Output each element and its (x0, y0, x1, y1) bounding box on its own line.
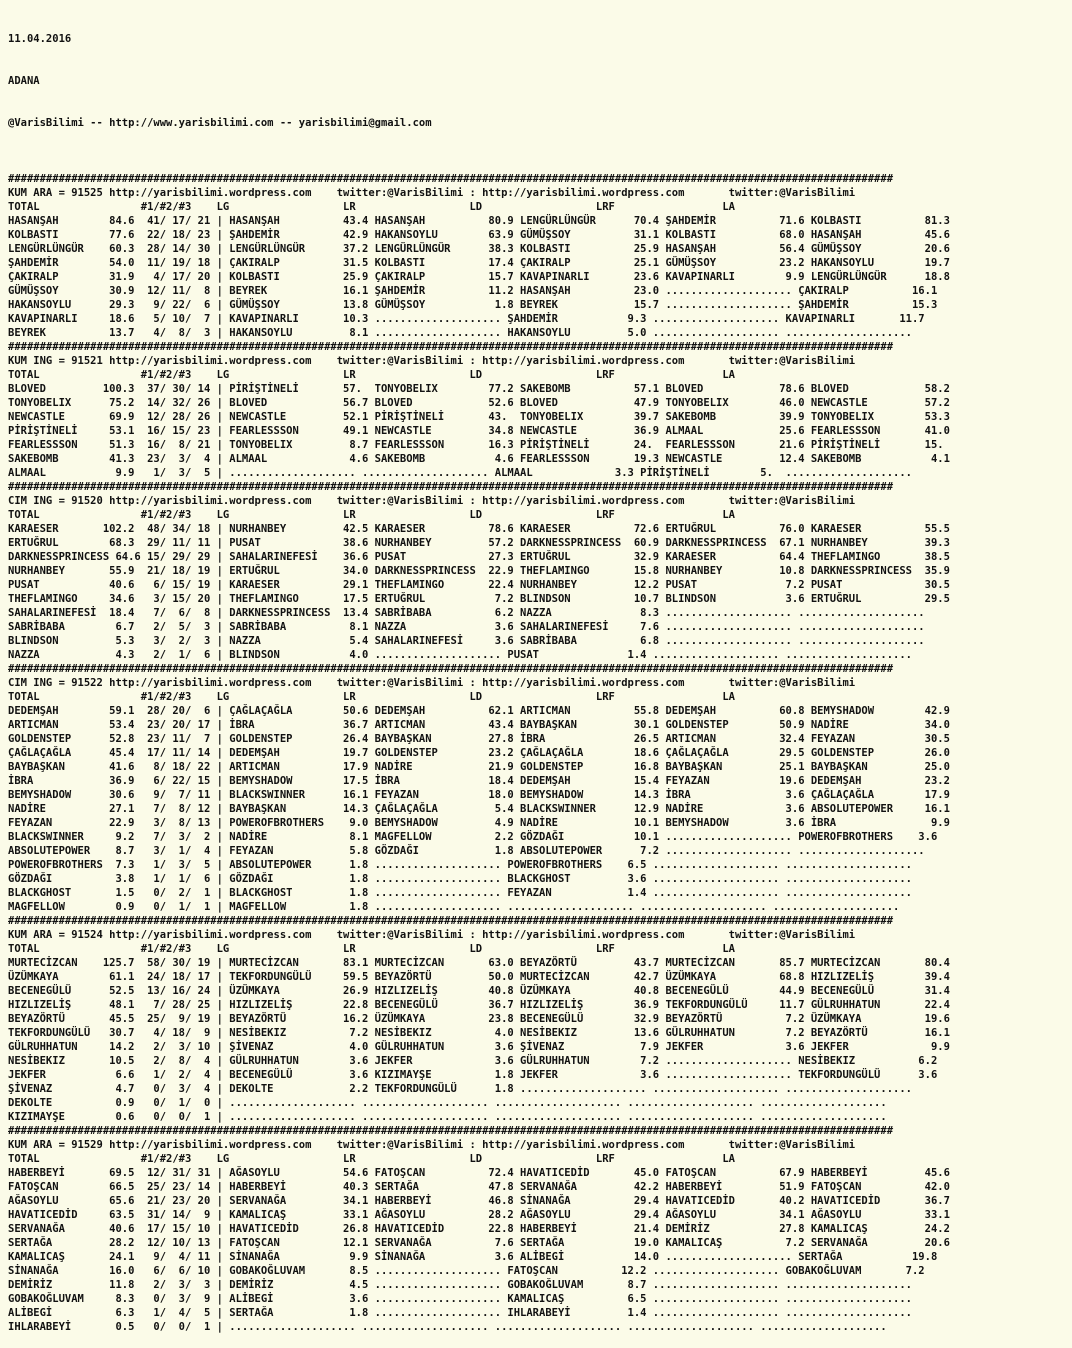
text-line: GOLDENSTEP 52.8 23/ 11/ 7 | GOLDENSTEP 26.4 BAYBAŞKAN 27.8 İBRA 26.5 ARTICMAN 32.4 FEYAZAN 30.5 (8, 733, 950, 745)
text-line: BEYAZÖRTÜ 45.5 25/ 9/ 19 | BEYAZÖRTÜ 16.2 ÜZÜMKAYA 23.8 BECENEGÜLÜ 32.9 BEYAZÖRTÜ 7.2 ÜZÜMKAYA 19.6 (8, 1013, 950, 1025)
text-line: BAYBAŞKAN 41.6 8/ 18/ 22 | ARTICMAN 17.9 NADİRE 21.9 GOLDENSTEP 16.8 BAYBAŞKAN 25.1 BAYBAŞKAN 25.0 (8, 761, 950, 773)
text-line: ############################################################################################################################################ (8, 915, 894, 927)
text-line: TOTAL #1/#2/#3 LG LR LD LRF LA (8, 691, 735, 703)
text-line: CIM ING = 91522 http://yarisbilimi.wordpress.com twitter:@VarisBilimi : http://yarisbilimi.wordpress.com twitter:@VarisBilimi (8, 677, 856, 689)
text-line: POWEROFBROTHERS 7.3 1/ 3/ 5 | ABSOLUTEPOWER 1.8 .................... POWEROFBROTHERS 6.5 .................... .................... (8, 859, 912, 871)
text-line: GÜLRUHHATUN 14.2 2/ 3/ 10 | ŞİVENAZ 4.0 GÜLRUHHATUN 3.6 ŞİVENAZ 7.9 JEKFER 3.6 JEKFER 9.9 (8, 1041, 950, 1053)
text-line: ÇAKIRALP 31.9 4/ 17/ 20 | KOLBASTI 25.9 ÇAKIRALP 15.7 KAVAPINARLI 23.6 KAVAPINARLI 9.9 LENGÜRLÜNGÜR 18.8 (8, 271, 950, 283)
text-line: NURHANBEY 55.9 21/ 18/ 19 | ERTUĞRUL 34.0 DARKNESSPRINCESS 22.9 THEFLAMINGO 15.8 NURHANBEY 10.8 DARKNESSPRINCESS 35.9 (8, 565, 950, 577)
text-line: BLACKGHOST 1.5 0/ 2/ 1 | BLACKGHOST 1.8 .................... FEYAZAN 1.4 .................... .................... (8, 887, 912, 899)
text-line: SERVANAĞA 40.6 17/ 15/ 10 | HAVATICEDİD 26.8 HAVATICEDİD 22.8 HABERBEYİ 21.4 DEMİRİZ 27.8 KAMALICAŞ 24.2 (8, 1223, 950, 1235)
text-line: GOBAKOĞLUVAM 8.3 0/ 3/ 9 | ALİBEGİ 3.6 .................... KAMALICAŞ 6.5 .................... .................... (8, 1293, 912, 1305)
text-line: SİNANAĞA 16.0 6/ 6/ 10 | GOBAKOĞLUVAM 8.5 .................... FATOŞCAN 12.2 .................... GOBAKOĞLUVAM 7.2 (8, 1265, 925, 1277)
text-line: KIZIMAYŞE 0.6 0/ 0/ 1 | .................... .................... .................... .................... .................... (8, 1111, 887, 1123)
text-line: KUM ARA = 91529 http://yarisbilimi.wordpress.com twitter:@VarisBilimi : http://yarisbilimi.wordpress.com twitter:@VarisBilimi (8, 1139, 856, 1151)
text-line: SAKEBOMB 41.3 23/ 3/ 4 | ALMAAL 4.6 SAKEBOMB 4.6 FEARLESSSON 19.3 NEWCASTLE 12.4 SAKEBOMB 4.1 (8, 453, 950, 465)
text-line: TOTAL #1/#2/#3 LG LR LD LRF LA (8, 943, 735, 955)
text-line: SAHALARINEFESİ 18.4 7/ 6/ 8 | DARKNESSPRINCESS 13.4 SABRİBABA 6.2 NAZZA 8.3 .................... .................... (8, 607, 925, 619)
text-line: TOTAL #1/#2/#3 LG LR LD LRF LA (8, 509, 735, 521)
contact-line: @VarisBilimi -- http://www.yarisbilimi.com -- yarisbilimi@gmail.com (8, 117, 432, 129)
text-line: NESİBEKIZ 10.5 2/ 8/ 4 | GÜLRUHHATUN 3.6 JEKFER 3.6 GÜLRUHHATUN 7.2 .................... NESİBEKIZ 6.2 (8, 1055, 938, 1067)
text-line: DEDEMŞAH 59.1 28/ 20/ 6 | ÇAĞLAÇAĞLA 50.6 DEDEMŞAH 62.1 ARTICMAN 55.8 DEDEMŞAH 60.8 BEMYSHADOW 42.9 (8, 705, 950, 717)
text-line: İBRA 36.9 6/ 22/ 15 | BEMYSHADOW 17.5 İBRA 18.4 DEDEMŞAH 15.4 FEYAZAN 19.6 DEDEMŞAH 23.2 (8, 775, 950, 787)
text-line: TOTAL #1/#2/#3 LG LR LD LRF LA (8, 1153, 735, 1165)
report-city: ADANA (8, 75, 40, 87)
text-line: GÖZDAĞI 3.8 1/ 1/ 6 | GÖZDAĞI 1.8 .................... BLACKGHOST 3.6 .................... .................... (8, 873, 912, 885)
text-line: ERTUĞRUL 68.3 29/ 11/ 11 | PUSAT 38.6 NURHANBEY 57.2 DARKNESSPRINCESS 60.9 DARKNESSPRINCESS 67.1 NURHANBEY 39.3 (8, 537, 950, 549)
text-line: BLACKSWINNER 9.2 7/ 3/ 2 | NADİRE 8.1 MAGFELLOW 2.2 GÖZDAĞI 10.1 .................... POWEROFBROTHERS 3.6 (8, 831, 938, 843)
text-line: KAVAPINARLI 18.6 5/ 10/ 7 | KAVAPINARLI 10.3 .................... ŞAHDEMİR 9.3 .................... KAVAPINARLI 11.7 (8, 313, 925, 325)
text-line: ŞİVENAZ 4.7 0/ 3/ 4 | DEKOLTE 2.2 TEKFORDUNGÜLÜ 1.8 .................... .................... .................... (8, 1083, 912, 1095)
text-line: KUM ING = 91521 http://yarisbilimi.wordpress.com twitter:@VarisBilimi : http://yarisbilimi.wordpress.com twitter:@VarisBilimi (8, 355, 856, 367)
text-line: HASANŞAH 84.6 41/ 17/ 21 | HASANŞAH 43.4 HASANŞAH 80.9 LENGÜRLÜNGÜR 70.4 ŞAHDEMİR 71.6 KOLBASTI 81.3 (8, 215, 950, 227)
text-line: KUM ARA = 91524 http://yarisbilimi.wordpress.com twitter:@VarisBilimi : http://yarisbilimi.wordpress.com twitter:@VarisBilimi (8, 929, 856, 941)
text-line: BLINDSON 5.3 3/ 2/ 3 | NAZZA 5.4 SAHALARINEFESİ 3.6 SABRİBABA 6.8 .................... .................... (8, 635, 925, 647)
text-line: NAZZA 4.3 2/ 1/ 6 | BLINDSON 4.0 .................... PUSAT 1.4 .................... .................... (8, 649, 912, 661)
text-line: HAKANSOYLU 29.3 9/ 22/ 6 | GÜMÜŞSOY 13.8 GÜMÜŞSOY 1.8 BEYREK 15.7 .................... ŞAHDEMİR 15.3 (8, 299, 938, 311)
text-line: TOTAL #1/#2/#3 LG LR LD LRF LA (8, 369, 735, 381)
text-line: ############################################################################################################################################ (8, 173, 894, 185)
text-line (8, 158, 1072, 172)
text-line: ARTICMAN 53.4 23/ 20/ 17 | İBRA 36.7 ARTICMAN 43.4 BAYBAŞKAN 30.1 GOLDENSTEP 50.9 NADİRE 34.0 (8, 719, 950, 731)
text-line: AĞASOYLU 65.6 21/ 23/ 20 | SERVANAĞA 34.1 HABERBEYİ 46.8 SİNANAĞA 29.4 HAVATICEDİD 40.2 HAVATICEDİD 36.7 (8, 1195, 950, 1207)
text-line: IHLARABEYİ 0.5 0/ 0/ 1 | .................... .................... .................... .................... .................... (8, 1321, 887, 1333)
text-line: BECENEGÜLÜ 52.5 13/ 16/ 24 | ÜZÜMKAYA 26.9 HIZLIZELİŞ 40.8 ÜZÜMKAYA 40.8 BECENEGÜLÜ 44.9 BECENEGÜLÜ 31.4 (8, 985, 950, 997)
text-line: TEKFORDUNGÜLÜ 30.7 4/ 18/ 9 | NESİBEKIZ 7.2 NESİBEKIZ 4.0 NESİBEKIZ 13.6 GÜLRUHHATUN 7.2 BEYAZÖRTÜ 16.1 (8, 1027, 950, 1039)
text-line: GÜMÜŞSOY 30.9 12/ 11/ 8 | BEYREK 16.1 ŞAHDEMİR 11.2 HASANŞAH 23.0 .................... ÇAKIRALP 16.1 (8, 285, 938, 297)
race-tables (8, 158, 1072, 1334)
text-line: KARAESER 102.2 48/ 34/ 18 | NURHANBEY 42.5 KARAESER 78.6 KARAESER 72.6 ERTUĞRUL 76.0 KARAESER 55.5 (8, 523, 950, 535)
text-line: TOTAL #1/#2/#3 LG LR LD LRF LA (8, 201, 735, 213)
text-line: HAVATICEDİD 63.5 31/ 14/ 9 | KAMALICAŞ 33.1 AĞASOYLU 28.2 AĞASOYLU 29.4 AĞASOYLU 34.1 AĞASOYLU 33.1 (8, 1209, 950, 1221)
text-line: THEFLAMINGO 34.6 3/ 15/ 20 | THEFLAMINGO 17.5 ERTUĞRUL 7.2 BLINDSON 10.7 BLINDSON 3.6 ERTUĞRUL 29.5 (8, 593, 950, 605)
text-line: NADİRE 27.1 7/ 8/ 12 | BAYBAŞKAN 14.3 ÇAĞLAÇAĞLA 5.4 BLACKSWINNER 12.9 NADİRE 3.6 ABSOLUTEPOWER 16.1 (8, 803, 950, 815)
text-line: ############################################################################################################################################ (8, 663, 894, 675)
text-line: ALMAAL 9.9 1/ 3/ 5 | .................... .................... ALMAAL 3.3 PİRİŞTİNELİ 5. .................... (8, 467, 912, 479)
text-line: JEKFER 6.6 1/ 2/ 4 | BECENEGÜLÜ 3.6 KIZIMAYŞE 1.8 JEKFER 3.6 .................... TEKFORDUNGÜLÜ 3.6 (8, 1069, 938, 1081)
text-line: SERTAĞA 28.2 12/ 10/ 13 | FATOŞCAN 12.1 SERVANAĞA 7.6 SERTAĞA 19.0 KAMALICAŞ 7.2 SERVANAĞA 20.6 (8, 1237, 950, 1249)
text-line: FEYAZAN 22.9 3/ 8/ 13 | POWEROFBROTHERS 9.0 BEMYSHADOW 4.9 NADİRE 10.1 BEMYSHADOW 3.6 İBRA 9.9 (8, 817, 950, 829)
text-line: PİRİŞTİNELİ 53.1 16/ 15/ 23 | FEARLESSSON 49.1 NEWCASTLE 34.8 NEWCASTLE 36.9 ALMAAL 25.6 FEARLESSSON 41.0 (8, 425, 950, 437)
text-line: BEYREK 13.7 4/ 8/ 3 | HAKANSOYLU 8.1 .................... HAKANSOYLU 5.0 .................... .................... (8, 327, 912, 339)
text-line: DEMİRİZ 11.8 2/ 3/ 3 | DEMİRİZ 4.5 .................... GOBAKOĞLUVAM 8.7 .................... .................... (8, 1279, 912, 1291)
text-line: DARKNESSPRINCESS 64.6 15/ 29/ 29 | SAHALARINEFESİ 36.6 PUSAT 27.3 ERTUĞRUL 32.9 KARAESER 64.4 THEFLAMINGO 38.5 (8, 551, 950, 563)
text-line: HIZLIZELİŞ 48.1 7/ 28/ 25 | HIZLIZELİŞ 22.8 BECENEGÜLÜ 36.7 HIZLIZELİŞ 36.9 TEKFORDUNGÜLÜ 11.7 GÜLRUHHATUN 22.4 (8, 999, 950, 1011)
text-line: ALİBEGİ 6.3 1/ 4/ 5 | SERTAĞA 1.8 .................... IHLARABEYİ 1.4 .................... .................... (8, 1307, 912, 1319)
text-line: BEMYSHADOW 30.6 9/ 7/ 11 | BLACKSWINNER 16.1 FEYAZAN 18.0 BEMYSHADOW 14.3 İBRA 3.6 ÇAĞLAÇAĞLA 17.9 (8, 789, 950, 801)
text-line: FEARLESSSON 51.3 16/ 8/ 21 | TONYOBELIX 8.7 FEARLESSSON 16.3 PİRİŞTİNELİ 24. FEARLESSSON 21.6 PİRİŞTİNELİ 15. (8, 439, 944, 451)
text-line: DEKOLTE 0.9 0/ 1/ 0 | .................... .................... .................... .................... .................... (8, 1097, 887, 1109)
text-line: KUM ARA = 91525 http://yarisbilimi.wordpress.com twitter:@VarisBilimi : http://yarisbilimi.wordpress.com twitter:@VarisBilimi (8, 187, 856, 199)
text-line: ÇAĞLAÇAĞLA 45.4 17/ 11/ 14 | DEDEMŞAH 19.7 GOLDENSTEP 23.2 ÇAĞLAÇAĞLA 18.6 ÇAĞLAÇAĞLA 29.5 GOLDENSTEP 26.0 (8, 747, 950, 759)
text-line: TONYOBELIX 75.2 14/ 32/ 26 | BLOVED 56.7 BLOVED 52.6 BLOVED 47.9 TONYOBELIX 46.0 NEWCASTLE 57.2 (8, 397, 950, 409)
text-line: NEWCASTLE 69.9 12/ 28/ 26 | NEWCASTLE 52.1 PİRİŞTİNELİ 43. TONYOBELIX 39.7 SAKEBOMB 39.9 TONYOBELIX 53.3 (8, 411, 950, 423)
text-line: FATOŞCAN 66.5 25/ 23/ 14 | HABERBEYİ 40.3 SERTAĞA 47.8 SERVANAĞA 42.2 HABERBEYİ 51.9 FATOŞCAN 42.0 (8, 1181, 950, 1193)
text-line: ############################################################################################################################################ (8, 1125, 894, 1137)
text-line: MURTECİZCAN 125.7 58/ 30/ 19 | MURTECİZCAN 83.1 MURTECİZCAN 63.0 BEYAZÖRTÜ 43.7 MURTECİZCAN 85.7 MURTECİZCAN 80.4 (8, 957, 950, 969)
text-line: ABSOLUTEPOWER 8.7 3/ 1/ 4 | FEYAZAN 5.8 GÖZDAĞI 1.8 ABSOLUTEPOWER 7.2 .................... .................... (8, 845, 925, 857)
text-line: MAGFELLOW 0.9 0/ 1/ 1 | MAGFELLOW 1.8 .................... .................... .................... .................... (8, 901, 900, 913)
text-line: ############################################################################################################################################ (8, 481, 894, 493)
text-line: PUSAT 40.6 6/ 15/ 19 | KARAESER 29.1 THEFLAMINGO 22.4 NURHANBEY 12.2 PUSAT 7.2 PUSAT 30.5 (8, 579, 950, 591)
text-line: BLOVED 100.3 37/ 30/ 14 | PİRİŞTİNELİ 57. TONYOBELIX 77.2 SAKEBOMB 57.1 BLOVED 78.6 BLOVED 58.2 (8, 383, 950, 395)
text-line: KOLBASTI 77.6 22/ 18/ 23 | ŞAHDEMİR 42.9 HAKANSOYLU 63.9 GÜMÜŞSOY 31.1 KOLBASTI 68.0 HASANŞAH 45.6 (8, 229, 950, 241)
text-line: KAMALICAŞ 24.1 9/ 4/ 11 | SİNANAĞA 9.9 SİNANAĞA 3.6 ALİBEGİ 14.0 .................... SERTAĞA 19.8 (8, 1251, 938, 1263)
text-line: ############################################################################################################################################ (8, 341, 894, 353)
report-date: 11.04.2016 (8, 33, 72, 45)
text-line: LENGÜRLÜNGÜR 60.3 28/ 14/ 30 | LENGÜRLÜNGÜR 37.2 LENGÜRLÜNGÜR 38.3 KOLBASTI 25.9 HASANŞAH 56.4 GÜMÜŞSOY 20.6 (8, 243, 950, 255)
text-line: ÜZÜMKAYA 61.1 24/ 18/ 17 | TEKFORDUNGÜLÜ 59.5 BEYAZÖRTÜ 50.0 MURTECİZCAN 42.7 ÜZÜMKAYA 68.8 HIZLIZELİŞ 39.4 (8, 971, 950, 983)
text-line: SABRİBABA 6.7 2/ 5/ 3 | SABRİBABA 8.1 NAZZA 3.6 SAHALARINEFESİ 7.6 .................... .................... (8, 621, 925, 633)
text-line: HABERBEYİ 69.5 12/ 31/ 31 | AĞASOYLU 54.6 FATOŞCAN 72.4 HAVATICEDİD 45.0 FATOŞCAN 67.9 HABERBEYİ 45.6 (8, 1167, 950, 1179)
text-line: CIM ING = 91520 http://yarisbilimi.wordpress.com twitter:@VarisBilimi : http://yarisbilimi.wordpress.com twitter:@VarisBilimi (8, 495, 856, 507)
text-line: ŞAHDEMİR 54.0 11/ 19/ 18 | ÇAKIRALP 31.5 KOLBASTI 17.4 ÇAKIRALP 25.1 GÜMÜŞSOY 23.2 HAKANSOYLU 19.7 (8, 257, 950, 269)
